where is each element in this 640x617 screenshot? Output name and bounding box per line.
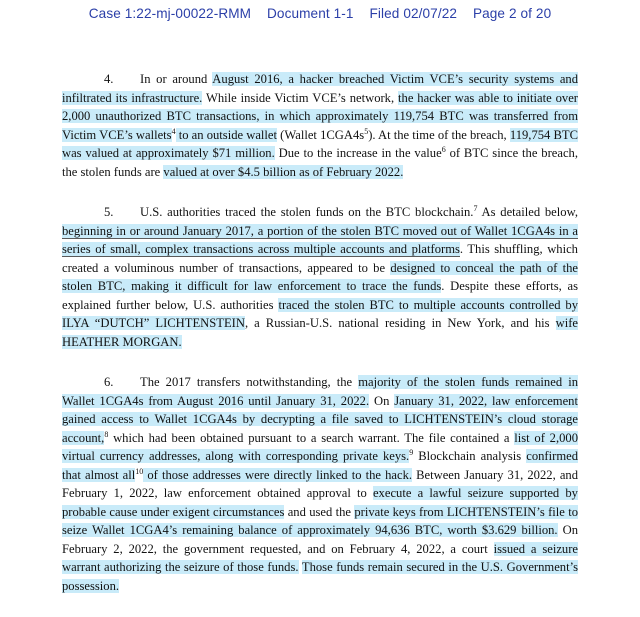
paragraph-5	[62, 203, 578, 351]
highlighted-text: traced the stolen BTC to multiple accounts controlled by ILYA “DUTCH” LICHTENSTEIN	[62, 297, 579, 330]
plain-text: The 2017 transfers notwithstanding, the	[140, 375, 359, 389]
plain-text: (Wallet 1CGA4s	[277, 127, 365, 142]
plain-text: and used the	[284, 504, 355, 519]
filed-date: Filed 02/07/22	[369, 6, 458, 21]
highlighted-text: wife HEATHER MORGAN.	[62, 316, 578, 349]
plain-text: While inside Victim VCE’s network,	[202, 90, 399, 105]
footnote-marker: 7	[473, 203, 478, 213]
document-number: Document 1-1	[267, 6, 354, 21]
paragraph-text	[62, 205, 578, 349]
paragraph-text	[62, 375, 578, 593]
paragraph-number: 4.	[104, 72, 114, 86]
case-header	[0, 6, 640, 21]
highlighted-text: Those funds remain secured in the U.S. Government’s possession.	[62, 560, 579, 593]
footnote-marker: 6	[441, 144, 446, 154]
paragraph-number: 6.	[104, 375, 114, 389]
paragraph-number: 5.	[104, 205, 114, 219]
highlighted-text: list of 2,000 virtual currency addresses, along with corresponding private keys.	[62, 430, 578, 463]
highlighted-text: to an outside wallet	[175, 127, 278, 142]
highlighted-text: the hacker was able to initiate over 2,000 unauthorized BTC transactions, in which approximately 119,754 BTC was transferred from Victim VCE’s wallets	[62, 90, 578, 142]
plain-text: of BTC since the breach, the stolen funds are	[62, 146, 578, 179]
highlighted-text: designed to conceal the path of the stolen BTC, making it difficult for law enforcement to trace the funds	[62, 260, 578, 293]
highlighted-text: 119,754 BTC was valued at approximately $71 million.	[62, 127, 578, 160]
footnote-marker: 9	[409, 447, 414, 457]
highlighted-text: majority of the stolen funds remained in Wallet 1CGA4s from August 2016 until January 31, 2022.	[62, 375, 578, 408]
plain-text: which had been obtained pursuant to a search warrant. The file contained a	[108, 430, 515, 445]
highlighted-text: January 31, 2022, law enforcement gained access to Wallet 1CGA4s by decrypting a file saved to LICHTENSTEIN’s cloud storage account,	[62, 393, 578, 445]
highlighted-text: August 2016, a hacker breached Victim VCE’s security systems and infiltrated its infrastructure.	[62, 72, 578, 105]
highlighted-text: private keys from LICHTENSTEIN’s file to seize Wallet 1CGA4’s remaining balance of approximately 94,636 BTC, worth $3.629 billion.	[62, 504, 578, 537]
plain-text: U.S. authorities traced the stolen funds on the BTC blockchain.	[140, 205, 474, 219]
highlighted-text: execute a lawful seizure supported by probable cause under exigent circumstances	[62, 486, 578, 519]
footnote-marker: 5	[364, 126, 369, 136]
highlighted-text: confirmed that almost all	[62, 449, 579, 482]
highlighted-underlined-text: beginning in or around January 2017, a portion of the stolen BTC moved out of Wallet 1CGA4s in a series of small, complex transactions across multiple accounts and platforms	[62, 223, 578, 256]
highlighted-text: of those addresses were directly linked to the hack.	[143, 467, 413, 482]
plain-text: As detailed below,	[477, 205, 578, 219]
plain-text: Blockchain analysis	[413, 449, 527, 463]
document-body	[62, 70, 578, 617]
footnote-marker: 4	[171, 126, 176, 136]
plain-text: . This shuffling, which created a voluminous number of transactions, appeared to be	[62, 242, 578, 275]
paragraph-4	[62, 70, 578, 181]
case-number: Case 1:22-mj-00022-RMM	[88, 6, 252, 21]
plain-text: On	[369, 393, 395, 408]
plain-text: . Despite these efforts, as explained further below, U.S. authorities	[62, 279, 578, 312]
highlighted-text: issued a seizure warrant authorizing the seizure of those funds.	[62, 541, 578, 574]
plain-text: Between January 31, 2022, and February 1, 2022, law enforcement obtained approval to	[62, 467, 578, 500]
paragraph-6	[62, 373, 578, 595]
plain-text: Due to the increase in the value	[274, 146, 442, 160]
plain-text: ). At the time of the breach,	[368, 127, 510, 142]
plain-text: In or around	[140, 72, 213, 86]
footnote-marker: 8	[104, 429, 109, 439]
highlighted-text: valued at over $4.5 billion as of February 2022.	[163, 164, 404, 179]
page-indicator: Page 2 of 20	[472, 6, 552, 21]
plain-text: On February 2, 2022, the government requested, and on February 4, 2022, a court	[62, 523, 578, 556]
footnote-marker: 10	[135, 466, 144, 476]
plain-text: , a Russian-U.S. national residing in New York, and his	[244, 316, 556, 330]
